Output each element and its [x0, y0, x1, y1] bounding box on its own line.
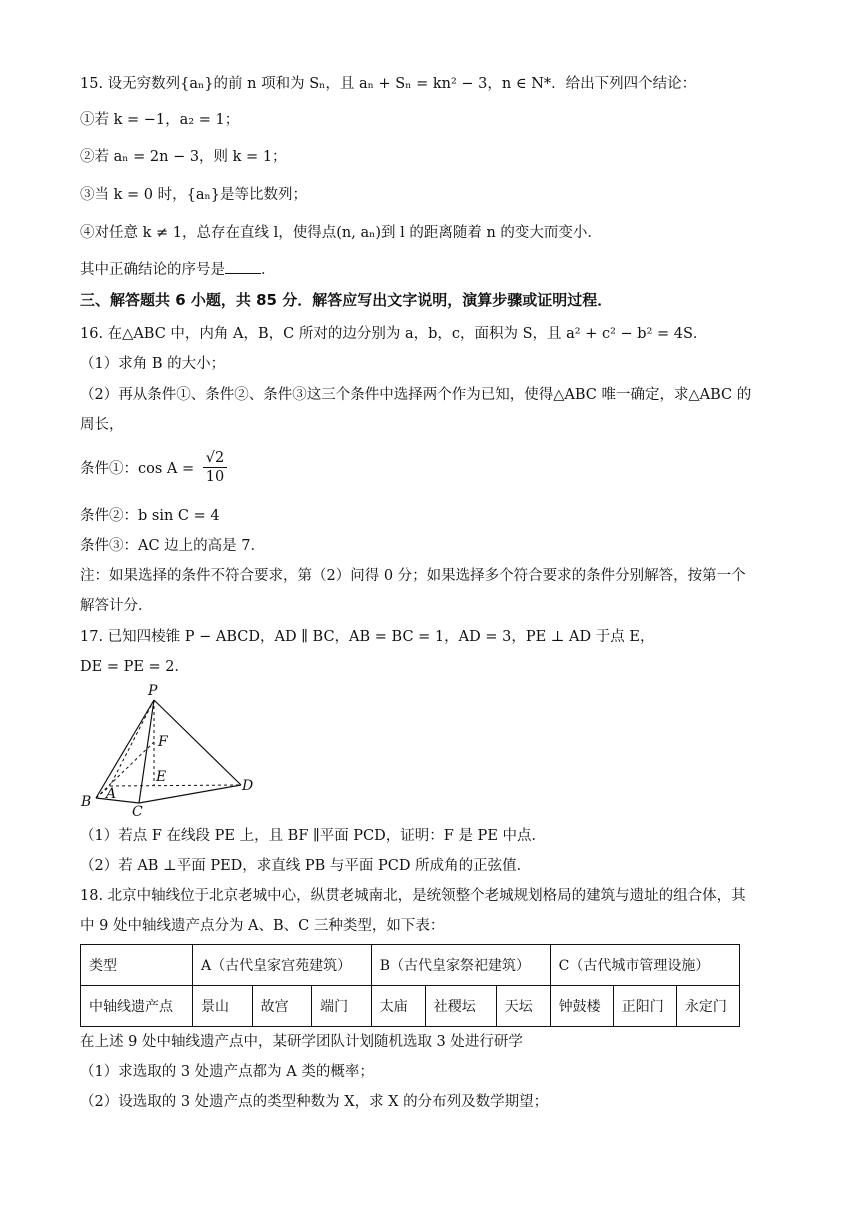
label-B: B — [81, 794, 92, 810]
q15-conclusion-3: ③当 k = 0 时，{aₙ}是等比数列； — [80, 187, 307, 203]
q18-part-1: （1）求选取的 3 处遗产点都为 A 类的概率； — [80, 1064, 374, 1080]
row-label-cell: 中轴线遗产点 — [81, 986, 193, 1027]
site-cell: 太庙 — [371, 986, 425, 1027]
pyramid-figure — [76, 682, 266, 817]
label-E: E — [156, 769, 167, 785]
table-row — [81, 945, 740, 986]
q15-conclusion-2: ②若 aₙ = 2n − 3，则 k = 1； — [80, 149, 287, 165]
label-C: C — [132, 804, 143, 817]
heritage-table — [80, 944, 740, 1027]
condition-1 — [80, 449, 227, 486]
fraction-denominator: 10 — [205, 469, 225, 485]
fraction-numerator: √2 — [203, 449, 227, 468]
q17-part-2: （2）若 AB ⊥平面 PED，求直线 PB 与平面 PCD 所成角的正弦值． — [80, 858, 532, 874]
header-cell: B（古代皇家祭祀建筑） — [371, 945, 550, 986]
q15-conclusion-4: ④对任意 k ≠ 1，总存在直线 l，使得点(n, aₙ)到 l 的距离随着 n 的变大而变小． — [80, 225, 602, 241]
condition-2: 条件②：b sin C = 4 — [80, 508, 220, 524]
condition-1-label: 条件①：cos A = — [80, 461, 195, 477]
q15-end-text: ． — [261, 262, 276, 278]
site-cell: 端门 — [312, 986, 372, 1027]
header-cell: A（古代皇家宫苑建筑） — [193, 945, 372, 986]
header-cell: 类型 — [81, 945, 193, 986]
q18-part-2: （2）设选取的 3 处遗产点的类型种数为 X，求 X 的分布列及数学期望； — [80, 1094, 549, 1110]
site-cell: 钟鼓楼 — [550, 986, 613, 1027]
site-cell: 故宫 — [252, 986, 312, 1027]
q16-part-2a: （2）再从条件①、条件②、条件③这三个条件中选择两个作为已知，使得△ABC 唯一确定，求△ABC 的 — [80, 387, 752, 403]
label-D: D — [242, 778, 254, 794]
q18-intro-1: 18. 北京中轴线位于北京老城中心，纵贯老城南北，是统领整个老城规划格局的建筑与遗址的组合体，其 — [80, 888, 746, 904]
q15-intro: 15. 设无穷数列{aₙ}的前 n 项和为 Sₙ，且 aₙ + Sₙ = kn² − 3，n ∈ N*．给出下列四个结论： — [80, 76, 697, 92]
site-cell: 天坛 — [496, 986, 550, 1027]
q16-part-2b: 周长， — [80, 417, 124, 433]
table-row — [81, 986, 740, 1027]
site-cell: 景山 — [193, 986, 253, 1027]
q16-part-1: （1）求角 B 的大小； — [80, 356, 226, 372]
section-3-heading: 三、解答题共 6 小题，共 85 分．解答应写出文字说明，演算步骤或证明过程． — [80, 291, 613, 309]
q15-ask-text: 其中正确结论的序号是 — [80, 262, 225, 278]
note-line-1: 注：如果选择的条件不符合要求，第（2）问得 0 分；如果选择多个符合要求的条件分别解答，按第一个 — [80, 568, 746, 584]
header-cell: C（古代城市管理设施） — [550, 945, 739, 986]
q17-intro-2: DE = PE = 2． — [80, 659, 190, 675]
q16-intro: 16. 在△ABC 中，内角 A，B，C 所对的边分别为 a，b，c，面积为 S，且 a² + c² − b² = 4S． — [80, 326, 708, 342]
note-line-2: 解答计分． — [80, 598, 153, 614]
site-cell: 正阳门 — [613, 986, 676, 1027]
fraction — [203, 449, 227, 486]
label-A: A — [106, 786, 117, 802]
q18-intro-2: 中 9 处中轴线遗产点分为 A、B、C 三种类型，如下表： — [80, 918, 445, 934]
q17-intro: 17. 已知四棱锥 P − ABCD，AD ∥ BC，AB = BC = 1，AD = 3，PE ⊥ AD 于点 E， — [80, 629, 655, 645]
q15-conclusion-1: ①若 k = −1，a₂ = 1； — [80, 112, 240, 128]
condition-3: 条件③：AC 边上的高是 7． — [80, 538, 266, 554]
label-P: P — [148, 683, 158, 699]
answer-blank — [225, 259, 261, 274]
site-cell: 永定门 — [676, 986, 739, 1027]
q15-question — [80, 259, 276, 280]
q17-part-1: （1）若点 F 在线段 PE 上，且 BF ∥平面 PCD，证明：F 是 PE 中点． — [80, 828, 547, 844]
q18-context: 在上述 9 处中轴线遗产点中，某研学团队计划随机选取 3 处进行研学 — [80, 1034, 523, 1050]
site-cell: 社稷坛 — [425, 986, 496, 1027]
label-F: F — [158, 734, 168, 750]
